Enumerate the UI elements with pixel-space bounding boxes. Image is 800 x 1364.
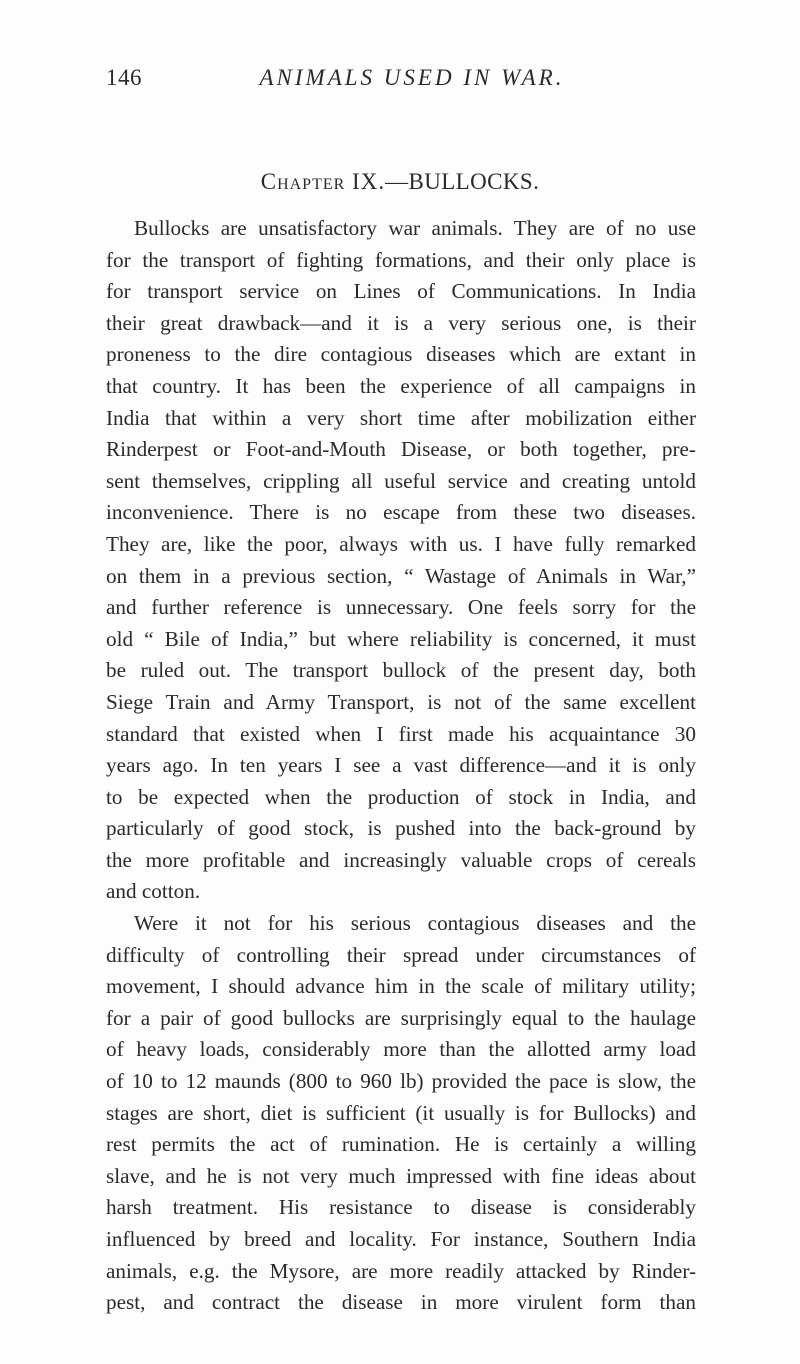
text-line: animals, e.g. the Mysore, are more readily attacked by Rinder- [106,1258,696,1283]
text-line: pest, and contract the disease in more virulent form than [106,1290,696,1315]
text-line: influenced by breed and locality. For instance, Southern India [106,1227,696,1251]
text-line: movement, I should advance him in the scale of military utility; [106,974,696,999]
text-line: to be expected when the production of stock in India, and [106,784,696,809]
text-line: Siege Train and Army Transport, is not of the same excellent [106,689,696,714]
text-line: for a pair of good bullocks are surprisingly equal to the haulage [106,1005,696,1030]
text-line: for the transport of fighting formations, and their only place is [106,247,696,272]
chapter-label: Chapter IX. [260,169,386,194]
text-line: for transport service on Lines of Communications. In India [106,279,696,304]
text-line: old “ Bile of India,” but where reliability is concerned, it must [106,626,696,651]
page-number: 146 [106,65,142,90]
text-line: of 10 to 12 maunds (800 to 960 lb) provided the pace is slow, the [106,1069,696,1094]
text-line: particularly of good stock, is pushed into the back-ground by [106,816,696,841]
text-line: proneness to the dire contagious diseases which are extant in [106,342,696,367]
text-line: be ruled out. The transport bullock of the present day, both [106,658,696,683]
text-line: They are, like the poor, always with us. I have fully remarked [106,531,696,556]
text-line: that country. It has been the experience of all campaigns in [106,373,696,398]
text-line: and further reference is unnecessary. One feels sorry for the [106,595,696,620]
body-text [106,213,696,1319]
text-line: the more profitable and increasingly valuable crops of cereals [106,847,696,872]
text-line: Rinderpest or Foot-and-Mouth Disease, or both together, pre- [106,437,696,462]
chapter-heading [0,166,800,198]
text-line: harsh treatment. His resistance to disease is considerably [106,1195,696,1220]
text-line: sent themselves, crippling all useful service and creating untold [106,468,696,493]
text-line: their great drawback—and it is a very serious one, is their [106,310,696,335]
text-line: years ago. In ten years I see a vast difference—and it is only [106,753,696,778]
text-line: and cotton. [106,879,201,904]
text-line: Bullocks are unsatisfactory war animals. They are of no use [134,216,696,240]
chapter-dash: — [385,169,409,194]
text-line: Were it not for his serious contagious diseases and the [134,911,696,936]
text-line: rest permits the act of rumination. He is certainly a willing [106,1132,696,1157]
running-title: ANIMALS USED IN WAR. [259,65,565,90]
text-line: slave, and he is not very much impressed with fine ideas about [106,1163,696,1188]
text-line: stages are short, diet is sufficient (it usually is for Bullocks) and [106,1100,696,1125]
text-line: India that within a very short time after mobilization either [106,405,696,430]
text-line: of heavy loads, considerably more than the allotted army load [106,1037,696,1062]
text-line: inconvenience. There is no escape from these two diseases. [106,500,696,525]
running-head [106,60,696,96]
text-line: standard that existed when I first made his acquaintance 30 [106,721,696,746]
text-line: difficulty of controlling their spread under circumstances of [106,942,696,967]
text-line: on them in a previous section, “ Wastage of Animals in War,” [106,563,696,588]
chapter-title: BULLOCKS. [408,169,540,194]
